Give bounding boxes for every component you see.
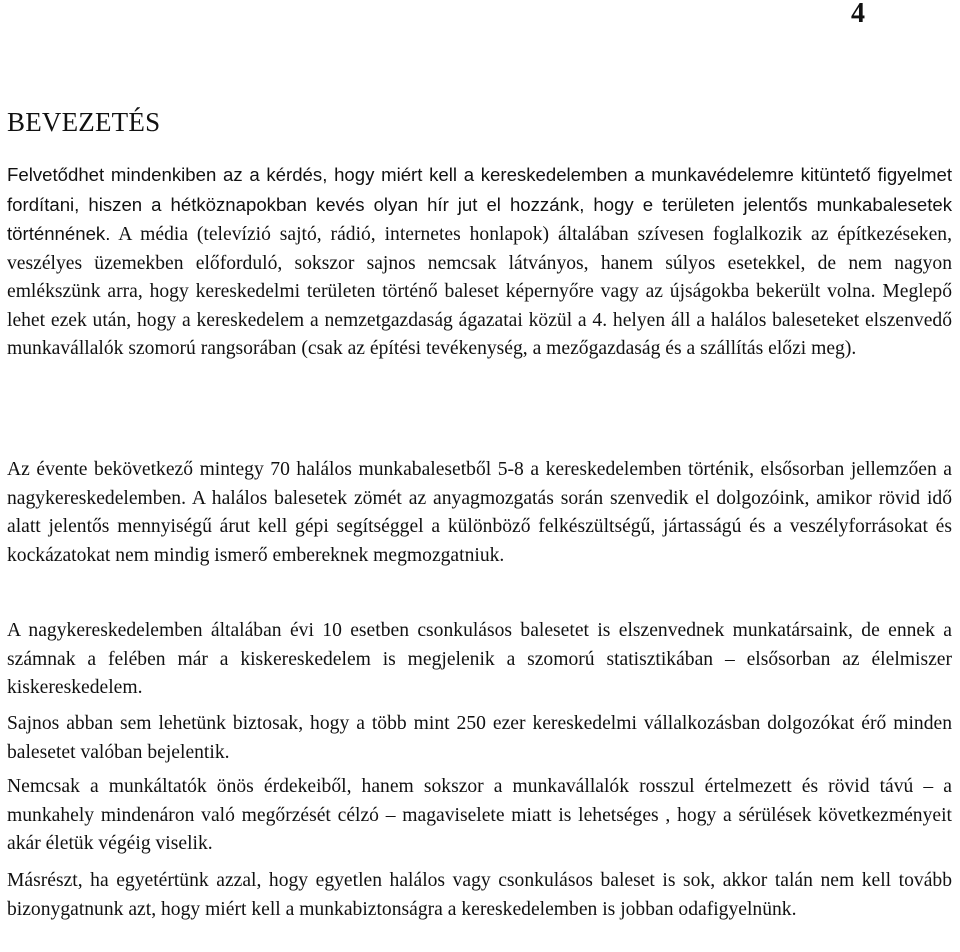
paragraph-motives: Nemcsak a munkáltatók önös érdekeiből, hanem sokszor a munkavállalók rosszul értelmezett és rövid távú – a munkahely mindenáron való megőrzését célzó – magaviselete miatt is lehetséges , hogy a sérülések következményeit akár életük végéig viselik.	[7, 776, 952, 854]
paragraph-intro-ranking: Meglepő lehet ezek után, hogy a kereskedelem a nemzetgazdaság ágazatai közül a 4. helyen áll a halálos baleseteket elszenvedő munkavállalók szomorú rangsorában (csak az építési tevékenység, a mezőgazdaság és a szállítás előzi meg).	[7, 281, 953, 359]
paragraph-conclusion: Másrészt, ha egyetértünk azzal, hogy egyetlen halálos vagy csonkulásos baleset is sok, akkor talán nem kell tovább bizonygatnunk azt, hogy miért kell a munkabiztonságra a kereskedelemben is jobban odafigyelnünk.	[7, 870, 952, 920]
paragraph-intro-question: Felvetődhet mindenkiben az a kérdés, hogy miért kell a kereskedelemben a munkavédelemre kitüntető figyelmet fordítani, hiszen a hétköznapokban kevés olyan hír jut el hozzánk, hogy e területen jelentős munkabalesetek történnének.	[7, 164, 952, 244]
paragraph-intro-media: A média (televízió sajtó, rádió, internetes honlapok) általában szívesen foglalkozik az építkezéseken, veszélyes üzemekben előforduló, sokszor sajnos nemcsak látványos, hanem súlyos esetekkel, de nem nagyon emlékszünk arra, hogy kereskedelmi területen történő baleset képernyőre vagy az újságokba bekerült volna.	[7, 224, 952, 302]
section-title: BEVEZETÉS	[7, 107, 161, 137]
paragraph-reporting: Sajnos abban sem lehetünk biztosak, hogy a több mint 250 ezer kereskedelmi vállalkozásban dolgozókat érő minden balesetet valóban bejelentik.	[7, 713, 952, 763]
page-number: 4	[851, 0, 865, 29]
paragraph-fatal-accidents	[7, 456, 952, 570]
paragraph-fatal-accidents-cause: A halálos balesetek zömét az anyagmozgatás során szenvedik el dolgozóink, amikor rövid idő alatt jelentős mennyiségű árut kell gépi segítséggel a különböző felkészültségű, jártasságú és a veszélyforrásokat és kockázatokat nem mindig ismerő embereknek megmozgatniuk.	[7, 487, 952, 566]
paragraph-amputation: A nagykereskedelemben általában évi 10 esetben csonkulásos balesetet is elszenvednek munkatársaink, de ennek a számnak a felében már a kiskereskedelem is megjelenik a szomorú statisztikában – elsősorban az élelmiszer kiskereskedelem.	[7, 620, 952, 698]
paragraph-intro	[7, 161, 952, 364]
paragraph-fatal-accidents-stats: Az évente bekövetkező mintegy 70 halálos munkabalesetből 5-8 a kereskedelemben történik, elsősorban jellemzően a nagykereskedelemben.	[7, 459, 952, 509]
